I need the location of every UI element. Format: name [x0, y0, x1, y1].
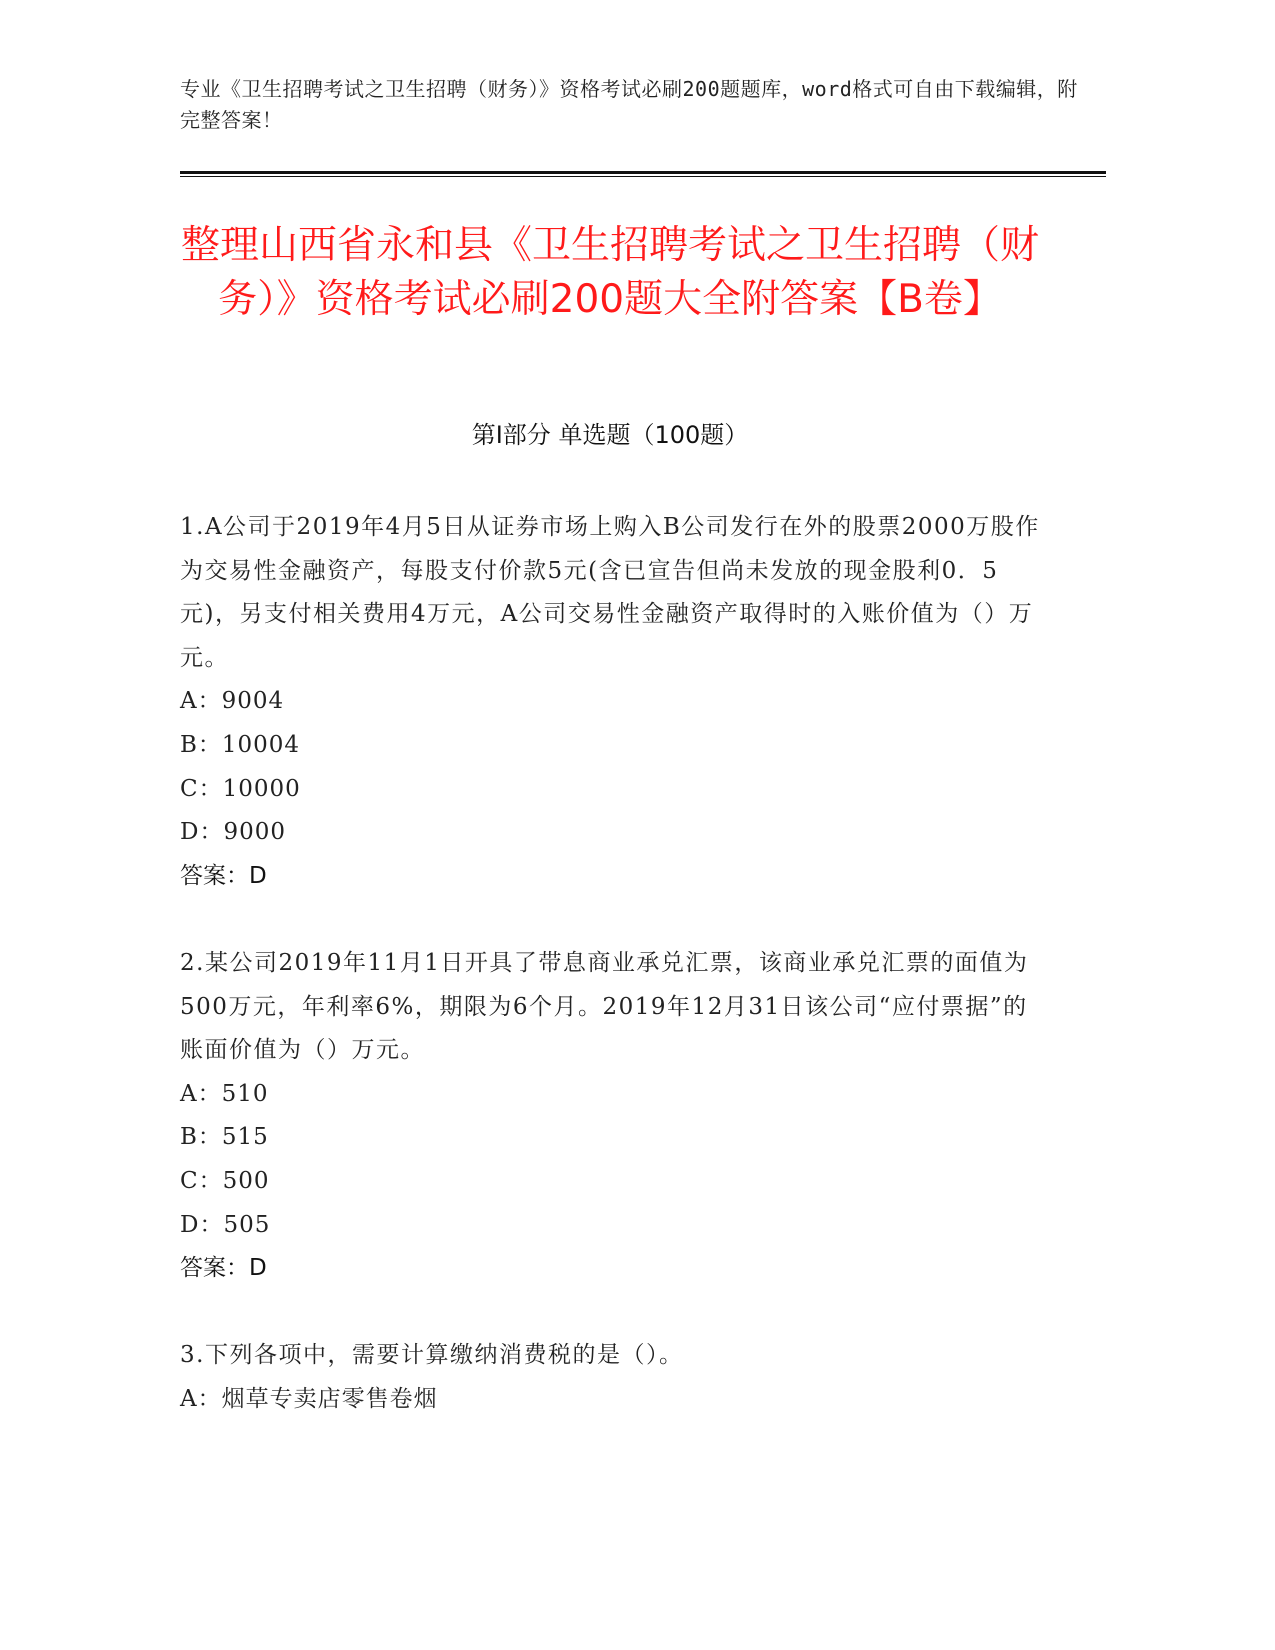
question-2: [180, 942, 1040, 1291]
question-spacer: [180, 1291, 1040, 1335]
option-d: D：9000: [180, 819, 286, 846]
document-title: 整理山西省永和县《卫生招聘考试之卫生招聘（财务）》资格考试必刷200题大全附答案【B卷】: [180, 223, 1039, 322]
option-d: D：505: [180, 1211, 271, 1238]
question-text: 2.某公司2019年11月1日开具了带息商业承兑汇票，该商业承兑汇票的面值为500万元，年利率6%，期限为6个月。2019年12月31日该公司“应付票据”的账面价值为（）万元。: [180, 949, 1029, 1064]
option-a: A：烟草专卖店零售卷烟: [180, 1385, 438, 1412]
question-text: 1.A公司于2019年4月5日从证券市场上购入B公司发行在外的股票2000万股作为交易性金融资产，每股支付价款5元(含已宣告但尚未发放的现金股利0．5元)，另支付相关费用4万元，A公司交易性金融资产取得时的入账价值为（）万元。: [180, 514, 1040, 671]
question-1: [180, 506, 1040, 898]
header-note: 专业《卫生招聘考试之卫生招聘（财务）》资格考试必刷200题题库，word格式可自由下载编辑，附完整答案！: [180, 77, 1078, 132]
question-3: [180, 1334, 1040, 1421]
option-b: B：515: [180, 1124, 269, 1151]
section-heading: 第Ⅰ部分 单选题（100题）: [471, 421, 749, 449]
question-spacer: [180, 898, 1040, 942]
answer: 答案：D: [180, 1255, 267, 1282]
question-list: [180, 506, 1040, 1421]
header-divider-thick: [180, 171, 1106, 174]
header-divider-thin: [180, 176, 1106, 177]
answer: 答案：D: [180, 862, 267, 889]
option-c: C：10000: [180, 775, 301, 802]
option-a: A：510: [180, 1080, 269, 1107]
option-a: A：9004: [180, 688, 285, 715]
option-c: C：500: [180, 1167, 270, 1194]
question-text: 3.下列各项中，需要计算缴纳消费税的是（）。: [180, 1342, 684, 1369]
option-b: B：10004: [180, 731, 301, 758]
